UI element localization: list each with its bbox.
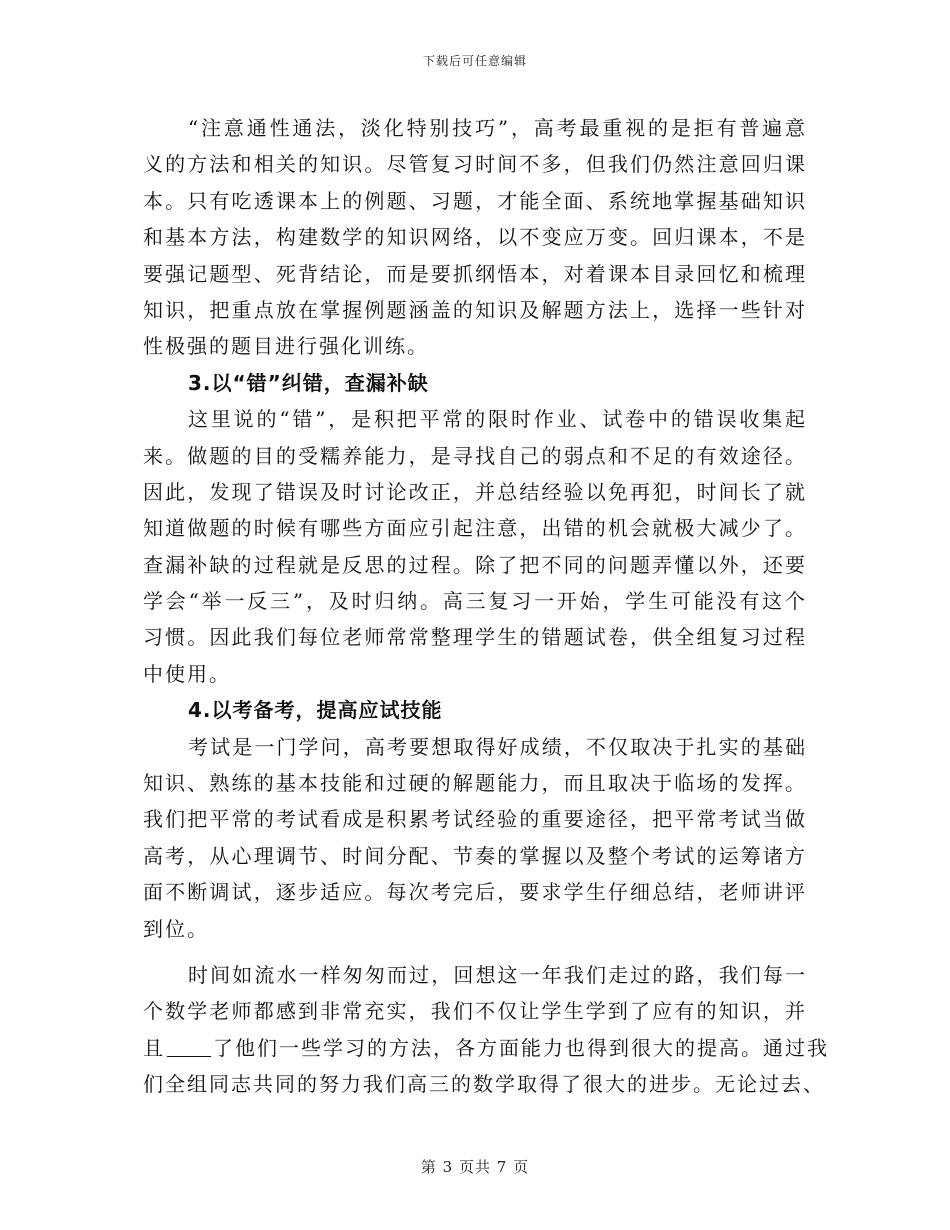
- paragraph-summary: [143, 957, 829, 1103]
- text-line: 面不断调试，逐步适应。每次考完后，要求学生仔细总结，老师讲评: [143, 880, 807, 905]
- text-line: 来。做题的目的受糯养能力，是寻找自己的弱点和不足的有效途径。: [143, 443, 807, 468]
- text-line: 要强记题型、死背结论，而是要抓纲悟本，对着课本目录回忆和梳理: [143, 261, 807, 286]
- text-line: 们全组同志共同的努力我们高三的数学取得了很大的进步。无论过去、: [143, 1072, 825, 1097]
- text-line: 知识、熟练的基本技能和过硬的解题能力，而且取决于临场的发挥。: [143, 771, 807, 796]
- text-line: 个数学老师都感到非常充实，我们不仅让学生学到了应有的知识，并: [143, 999, 807, 1024]
- text-line: 考试是一门学问，高考要想取得好成绩，不仅取决于扎实的基础: [188, 734, 807, 759]
- text-line: 和基本方法，构建数学的知识网络，以不变应万变。回归课本，不是: [143, 225, 807, 250]
- text-line: 知识，把重点放在掌握例题涵盖的知识及解题方法上，选择一些针对: [143, 297, 807, 322]
- text-line: 查漏补缺的过程就是反思的过程。除了把不同的问题弄懂以外，还要: [143, 552, 807, 577]
- text-line: 知道做题的时候有哪些方面应引起注意，出错的机会就极大减少了。: [143, 516, 807, 541]
- text-line: 到位。: [143, 916, 209, 941]
- page-footer: 第 3 页共 7 页: [420, 1158, 530, 1176]
- fill-in-blank: [167, 1036, 211, 1057]
- text-line: “注意通性通法，淡化特别技巧”，高考最重视的是拒有普遍意: [188, 116, 807, 140]
- text-line: 高考，从心理调节、时间分配、节奏的掌握以及整个考试的运筹诸方: [143, 843, 807, 868]
- text-fragment: 且: [143, 1035, 165, 1060]
- text-line-with-blank: [143, 1030, 829, 1066]
- text-line: 因此，发现了错误及时讨论改正，并总结经验以免再犯，时间长了就: [143, 479, 807, 504]
- text-line: 义的方法和相关的知识。尽管复习时间不多，但我们仍然注意回归课: [143, 152, 807, 177]
- text-line: 中使用。: [143, 661, 231, 686]
- paragraph-exam-skills: [143, 729, 807, 947]
- section-heading-4: 4.以考备考，提高应试技能: [188, 698, 443, 723]
- text-line: 性极强的题目进行强化训练。: [143, 334, 429, 359]
- text-fragment: 了他们一些学习的方法，各方面能力也得到很大的提高。通过我: [213, 1035, 829, 1060]
- text-line: 这里说的“错”，是积把平常的限时作业、试卷中的错误收集起: [188, 407, 807, 432]
- text-line: 学会“举一反三”，及时归纳。高三复习一开始，学生可能没有这个: [143, 589, 807, 614]
- section-heading-3: 3.以“错”纠错，查漏补缺: [188, 370, 429, 395]
- text-line: 我们把平常的考试看成是积累考试经验的重要途径，把平常考试当做: [143, 807, 807, 832]
- document-body: [143, 110, 829, 1103]
- paragraph-review-textbook: [143, 110, 807, 365]
- text-line: 习惯。因此我们每位老师常常整理学生的错题试卷，供全组复习过程: [143, 625, 807, 650]
- paragraph-error-correction: [143, 401, 807, 692]
- text-line: 本。只有吃透课本上的例题、习题，才能全面、系统地掌握基础知识: [143, 188, 807, 213]
- text-line: 时间如流水一样匆匆而过，回想这一年我们走过的路，我们每一: [188, 962, 807, 987]
- page-header: 下载后可任意编辑: [422, 54, 527, 68]
